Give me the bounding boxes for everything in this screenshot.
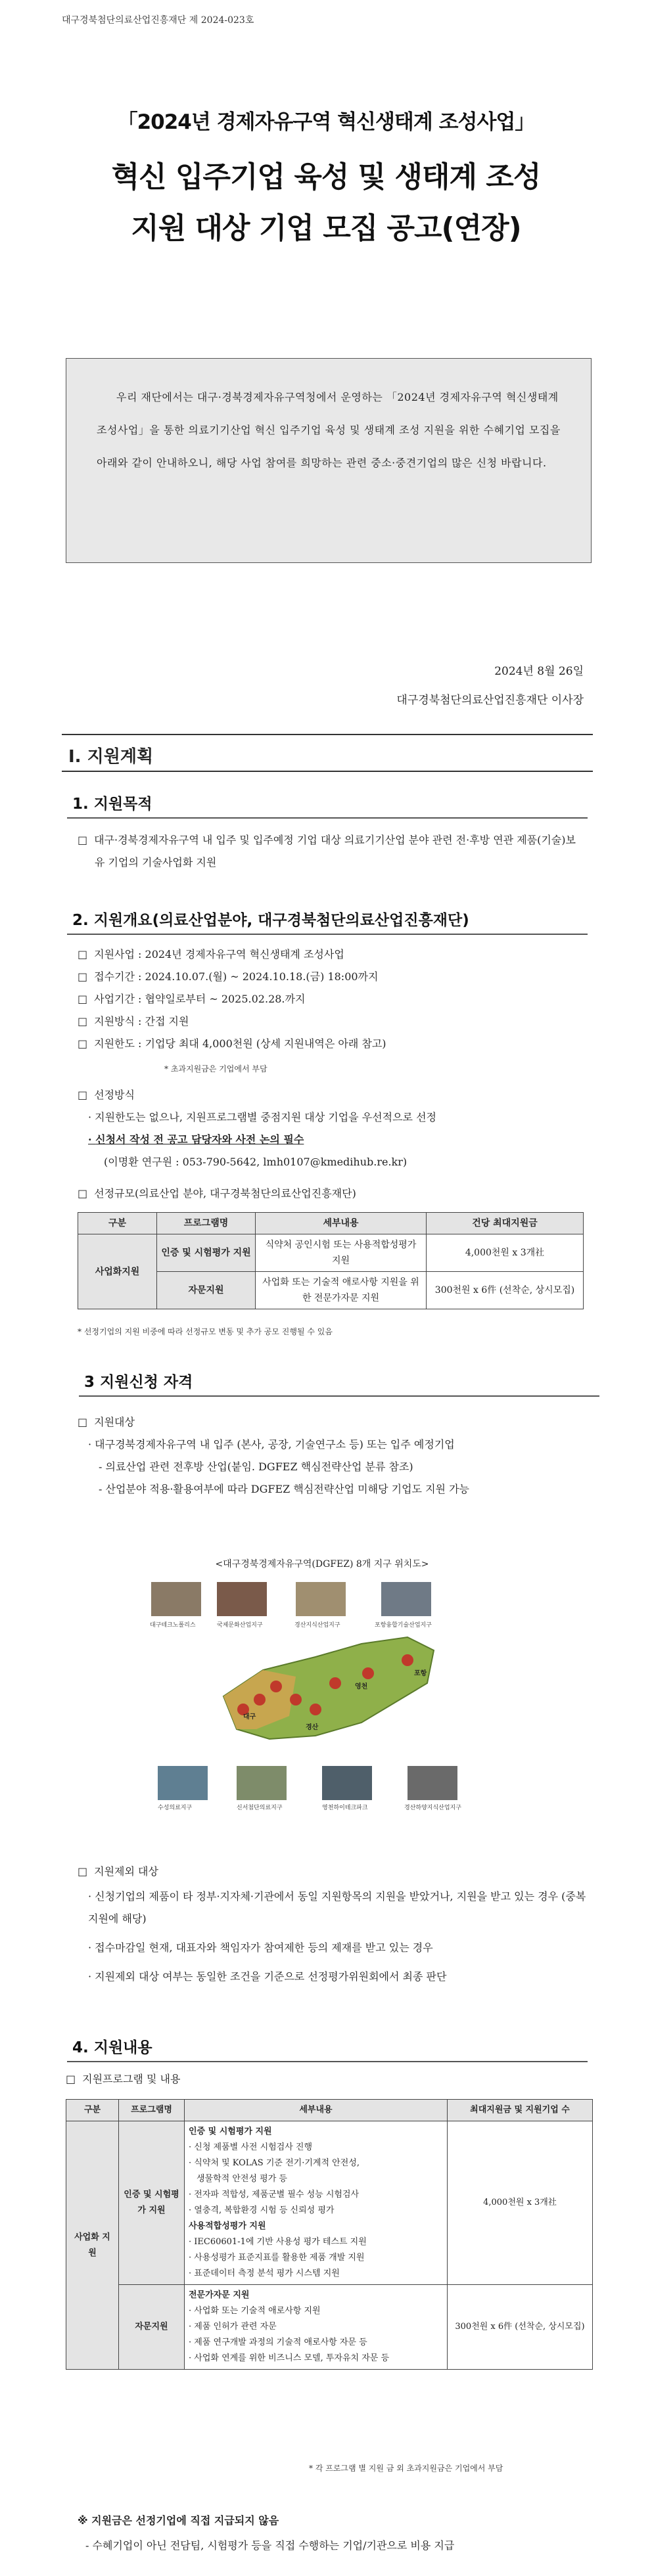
dgfez-map (145, 1557, 500, 1833)
method-2: 신청서 작성 전 공고 담당자와 사전 논의 필수 (95, 1133, 304, 1146)
signer: 대구경북첨단의료산업진흥재단 이사장 (396, 694, 584, 707)
map-caption: <대구경북경제자유구역(DGFEZ) 8개 지구 위치도> (215, 1559, 429, 1570)
detail-line: · 제품 인허가 관련 자문 (189, 2322, 277, 2332)
intro-text: 우리 재단에서는 대구·경북경제자유구역청에서 운영하는 「2024년 경제자유구역 혁신생태계 조성사업」을 통한 의료기기산업 혁신 입주기업 육성 및 생태계 조성 지원을 위한 수혜기업 모집을 아래와 같이 안내하오니, 해당 사업 참여를 희망하는 관련 중소·중견기업의 많은 신청 바랍니다. (97, 391, 561, 469)
th-amount: 건당 최대지원금 (427, 1213, 584, 1234)
map-pin (270, 1681, 282, 1692)
region-label: 경산 (306, 1724, 319, 1731)
exclusion-list (78, 1861, 590, 1988)
map-label: 신서첨단의료지구 (237, 1805, 283, 1811)
scale-title: □ 선정규모(의료산업 분야, 대구경북첨단의료산업진흥재단) (78, 1183, 590, 1205)
title-main (0, 152, 652, 254)
map-pin (329, 1677, 341, 1689)
cell-amount: 4,000천원 x 3개社 (448, 2121, 593, 2285)
cell-amount: 300천원 x 6件 (선착순, 상시모집) (448, 2285, 593, 2370)
method-item: · 지원한도는 없으나, 지원프로그램별 중점지원 대상 기업을 우선적으로 선정 (88, 1111, 436, 1123)
overview-item: □ 지원사업 : 2024년 경제자유구역 혁신생태계 조성사업 (78, 943, 590, 966)
detail-line: · 표준데이터 측정 분석 평가 시스템 지원 (189, 2269, 340, 2278)
detail-line: · 사업화 연계를 위한 비즈니스 모델, 투자유치 자문 등 (189, 2353, 390, 2363)
detail-line: 전문가자문 지원 (189, 2290, 250, 2300)
overview-item: □ 사업기간 : 협약일로부터 ~ 2025.02.28.까지 (78, 988, 590, 1010)
overview-list (78, 943, 590, 1055)
target-1: 대구경북경제자유구역 내 입주 (본사, 공장, 기술연구소 등) 또는 입주 예정기업 (95, 1438, 455, 1451)
detail-line: · 열충격, 복합환경 시험 등 신뢰성 평가 (189, 2205, 335, 2215)
detail-line: · 식약처 및 KOLAS 기준 전기·기계적 안전성, (189, 2158, 360, 2168)
detail-line: · 신청 제품별 사전 시험검사 진행 (189, 2142, 313, 2152)
cell-program: 자문지원 (119, 2285, 185, 2370)
region-label: 포항 (414, 1670, 427, 1677)
table-header-row (66, 2100, 593, 2121)
limit-note: * 초과지원금은 기업에서 부담 (164, 1064, 268, 1073)
purpose-text-content: 대구·경북경제자유구역 내 입주 및 입주예정 기업 대상 의료기기산업 분야 관련 전·후방 연관 제품(기술)보유 기업의 기술사업화 지원 (94, 834, 576, 869)
footer-text: - 수혜기업이 아닌 전담팀, 시험평가 등을 직접 수행하는 기업/기관으로 비용 지급 (85, 2539, 455, 2552)
map-figure (145, 1571, 500, 1834)
map-label: 국제문화산업지구 (217, 1622, 263, 1629)
table-header-row (78, 1213, 584, 1234)
exclude-item: · 신청기업의 제품이 타 정부·지자체·기관에서 동일 지원항목의 지원을 받았거나, 지원을 받고 있는 경우 (중복 지원에 해당) (88, 1890, 586, 1925)
cell-category: 사업화 지원 (66, 2121, 119, 2370)
map-pin (310, 1704, 321, 1715)
detail-line: · 제품 연구개발 과정의 기술적 애로사항 자문 등 (189, 2338, 367, 2347)
detail-line: 사용적합성평가 지원 (189, 2221, 266, 2231)
exclude-2: 접수마감일 현재, 대표자와 책임자가 참여제한 등의 제재를 받고 있는 경우 (95, 1941, 433, 1954)
target-title: □ 지원대상 (78, 1411, 590, 1434)
program-note: * 각 프로그램 별 지원 금 외 초과지원금은 기업에서 부담 (309, 2464, 503, 2473)
map-label: 경산지식산업지구 (294, 1622, 340, 1629)
th-amount: 최대지원금 및 지원기업 수 (448, 2100, 593, 2121)
eligibility-target (78, 1411, 590, 1501)
th-detail: 세부내용 (185, 2100, 448, 2121)
purpose-text (78, 829, 584, 874)
program-table (66, 2099, 593, 2370)
map-label: 경산하양지식산업지구 (404, 1805, 461, 1811)
method-item-emphasis: · 신청서 작성 전 공고 담당자와 사전 논의 필수 (88, 1133, 304, 1146)
heading-content: 4. 지원내용 (72, 2035, 152, 2062)
map-label: 포항융합기술산업지구 (375, 1622, 432, 1629)
heading-eligibility: 3 지원신청 자격 (84, 1370, 193, 1397)
table-row (66, 2121, 593, 2285)
photo-bottom (322, 1766, 372, 1800)
exclude-3: 지원제외 대상 여부는 동일한 조건을 기준으로 선정평가위원회에서 최종 판단 (95, 1970, 447, 1983)
section-title: Ⅰ. 지원계획 (68, 747, 154, 767)
heading-overview: 2. 지원개요(의료산업분야, 대구경북첨단의료산업진흥재단) (72, 908, 469, 935)
detail-line: · 사용성평가 표준지표를 활용한 제품 개발 지원 (189, 2253, 365, 2263)
exclude-title: □ 지원제외 대상 (78, 1861, 590, 1883)
photo-top (217, 1582, 267, 1616)
target-item: · 대구경북경제자유구역 내 입주 (본사, 공장, 기술연구소 등) 또는 입주 예정기업 (88, 1438, 455, 1451)
cell-amount: 4,000천원 x 3개社 (427, 1234, 584, 1272)
photo-bottom (237, 1766, 287, 1800)
cell-program: 인증 및 시험평가 지원 (157, 1234, 256, 1272)
exclude-item: · 접수마감일 현재, 대표자와 책임자가 참여제한 등의 제재를 받고 있는 경우 (88, 1941, 433, 1954)
title-block (0, 105, 652, 254)
selection-method (78, 1084, 590, 1173)
method-1: 지원한도는 없으나, 지원프로그램별 중점지원 대상 기업을 우선적으로 선정 (95, 1111, 436, 1123)
method-title: □ 선정방식 (78, 1084, 590, 1106)
photo-bottom (408, 1766, 457, 1800)
map-pin (290, 1694, 302, 1706)
overview-item: □ 지원한도 : 기업당 최대 4,000천원 (상세 지원내역은 아래 참고) (78, 1033, 590, 1055)
th-detail: 세부내용 (256, 1213, 427, 1234)
th-program: 프로그램명 (157, 1213, 256, 1234)
detail-line: · 사업화 또는 기술적 애로사항 지원 (189, 2306, 321, 2316)
program-list-title: □ 지원프로그램 및 내용 (66, 2068, 578, 2090)
detail-line: 생물학적 안전성 평가 등 (197, 2174, 287, 2184)
cell-program: 인증 및 시험평가 지원 (119, 2121, 185, 2285)
th-program: 프로그램명 (119, 2100, 185, 2121)
title-main-line2: 지원 대상 기업 모집 공고(연장) (131, 212, 521, 245)
detail-line: · IEC60601-1에 기반 사용성 평가 테스트 지원 (189, 2237, 367, 2247)
map-label: 영천하이테크파크 (322, 1805, 368, 1811)
date-signature (396, 657, 584, 715)
cell-detail: 사업화 또는 기술적 애로사항 지원을 위한 전문가자문 지원 (256, 1272, 427, 1309)
cell-amount: 300천원 x 6件 (선착순, 상시모집) (427, 1272, 584, 1309)
heading-purpose: 1. 지원목적 (72, 792, 152, 819)
cell-detail (185, 2121, 448, 2285)
photo-bottom (158, 1766, 208, 1800)
contact-info: (이명환 연구원 : 053-790-5642, lmh0107@kmedihub.re.kr) (104, 1156, 408, 1168)
th-category: 구분 (66, 2100, 119, 2121)
map-label: 수성의료지구 (158, 1805, 193, 1811)
section-header-plan (62, 734, 593, 772)
document-number: 대구경북첨단의료산업진흥재단 제 2024-023호 (62, 15, 254, 26)
photo-top (296, 1582, 346, 1616)
table-row (66, 2285, 593, 2370)
map-pin (402, 1654, 413, 1666)
overview-item: □ 지원방식 : 간접 지원 (78, 1010, 590, 1033)
announce-date: 2024년 8월 26일 (494, 665, 584, 678)
th-category: 구분 (78, 1213, 157, 1234)
region-label: 영천 (355, 1683, 368, 1690)
target-sub: - 산업분야 적용·활용여부에 따라 DGFEZ 핵심전략산업 미해당 기업도 지원 가능 (99, 1483, 469, 1495)
cell-category: 사업화지원 (78, 1234, 157, 1309)
region-label: 대구 (243, 1713, 256, 1721)
overview-item: □ 접수기간 : 2024.10.07.(월) ~ 2024.10.18.(금) 18:00까지 (78, 966, 590, 988)
map-label: 대구테크노폴리스 (150, 1622, 196, 1629)
exclude-item: · 지원제외 대상 여부는 동일한 조건을 기준으로 선정평가위원회에서 최종 판단 (88, 1970, 447, 1983)
table-row (78, 1234, 584, 1272)
photo-top (151, 1582, 201, 1616)
table-note: * 선정기업의 지원 비중에 따라 선정규모 변동 및 추가 공모 진행될 수 있음 (78, 1327, 333, 1336)
intro-box (66, 358, 592, 563)
footer-title: ※ 지원금은 선정기업에 직접 지급되지 않음 (78, 2514, 279, 2527)
detail-line: 인증 및 시험평가 지원 (189, 2127, 272, 2136)
photo-top (381, 1582, 431, 1616)
target-sub: - 의료산업 관련 전후방 산업(붙임. DGFEZ 핵심전략산업 분류 참조) (99, 1460, 413, 1473)
title-subtitle: 「2024년 경제자유구역 혁신생태계 조성사업」 (117, 110, 535, 134)
title-main-line1: 혁신 입주기업 육성 및 생태계 조성 (111, 160, 541, 194)
map-pin (254, 1694, 266, 1706)
map-pin (362, 1667, 374, 1679)
cell-detail (185, 2285, 448, 2370)
scale-table (78, 1212, 584, 1309)
cell-program: 자문지원 (157, 1272, 256, 1309)
detail-line: · 전자파 적합성, 제품군별 필수 성능 시험검사 (189, 2190, 360, 2200)
exclude-1: 신청기업의 제품이 타 정부·지자체·기관에서 동일 지원항목의 지원을 받았거나, 지원을 받고 있는 경우 (중복 지원에 해당) (88, 1890, 586, 1925)
cell-detail: 식약처 공인시험 또는 사용적합성평가 지원 (256, 1234, 427, 1272)
